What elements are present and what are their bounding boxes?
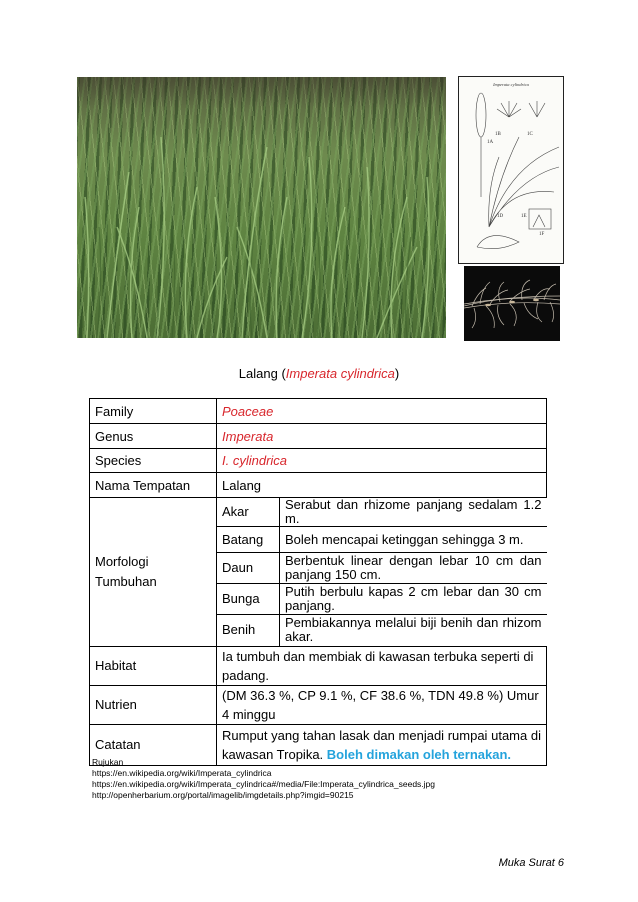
morphology-row [217,615,547,646]
grass-blades-graphic [77,77,446,338]
caption-common-name: Lalang [238,366,278,381]
morphology-desc: Pembiakannya melalui biji benih dan rhizom akar. [280,615,547,646]
row-label: Nutrien [90,685,217,724]
morphology-desc: Boleh mencapai ketinggan sehingga 3 m. [280,527,547,553]
illustration-label: 1D [497,214,504,219]
table-row-local-name [90,473,547,498]
notes-highlight: Boleh dimakan oleh ternakan. [326,746,512,762]
habitat-value: Ia tumbuh dan membiak di kawasan terbuka seperti di padang. [217,646,547,685]
morphology-desc: Serabut dan rhizome panjang sedalam 1.2 m. [280,498,547,527]
morphology-row [217,553,547,584]
row-label: Catatan [90,724,217,765]
table-row-nutrients [90,685,547,724]
botanical-illustration [458,76,564,264]
illustration-label: 1E [521,214,527,219]
caption-scientific-name: Imperata cylindrica [285,366,395,381]
morphology-part: Bunga [217,584,280,615]
morphology-desc: Berbentuk linear dengan lebar 10 cm dan panjang 150 cm. [280,553,547,584]
nutrients-value: (DM 36.3 %, CP 9.1 %, CF 38.6 %, TDN 49.8 %) Umur 4 minggu [217,685,547,724]
species-value: I. cylindrica [217,449,547,473]
morphology-cell [217,498,547,647]
morphology-row [217,527,547,553]
table-row-species [90,449,547,473]
references [92,757,435,801]
reference-link[interactable]: https://en.wikipedia.org/wiki/Imperata_cylindrica#/media/File:Imperata_cylindrica_seeds.jpg [92,779,435,789]
species-info-table [89,398,547,766]
illustration-label: 1A [487,140,494,145]
morphology-part: Daun [217,553,280,584]
lalang-field-photo [77,77,446,338]
row-label: Genus [90,424,217,449]
illustration-title: Imperata cylindrica [493,82,529,87]
row-label: Nama Tempatan [90,473,217,498]
table-row-family [90,399,547,424]
morphology-part: Benih [217,615,280,646]
morphology-row [217,584,547,615]
row-label: Species [90,449,217,473]
illustration-label: 1F [539,232,545,237]
seeds-photo [464,266,560,341]
notes-value: Rumput yang tahan lasak dan menjadi rumpai utama di kawasan Tropika. Boleh dimakan oleh ternakan. [217,724,547,765]
table-row-morphology [90,498,547,647]
row-label: Habitat [90,646,217,685]
family-value: Poaceae [217,399,547,424]
morphology-row [217,498,547,527]
morphology-table [217,498,547,646]
illustration-label: 1C [527,132,533,137]
morphology-label: Morfologi Tumbuhan [90,498,217,647]
morphology-part: Akar [217,498,280,527]
genus-value: Imperata [217,424,547,449]
table-row-genus [90,424,547,449]
morphology-desc: Putih berbulu kapas 2 cm lebar dan 30 cm panjang. [280,584,547,615]
reference-link[interactable]: https://en.wikipedia.org/wiki/Imperata_cylindrica [92,768,272,778]
reference-link[interactable]: http://openherbarium.org/portal/imagelib/imgdetails.php?imgid=90215 [92,790,354,800]
local-name-value: Lalang [217,473,547,498]
table-row-habitat [90,646,547,685]
illustration-label: 1B [495,132,501,137]
page-number: Muka Surat 6 [498,857,564,869]
row-label: Family [90,399,217,424]
references-heading: Rujukan [92,757,124,767]
morphology-part: Batang [217,527,280,553]
figure-caption: Lalang (Imperata cylindrica) [238,366,400,381]
